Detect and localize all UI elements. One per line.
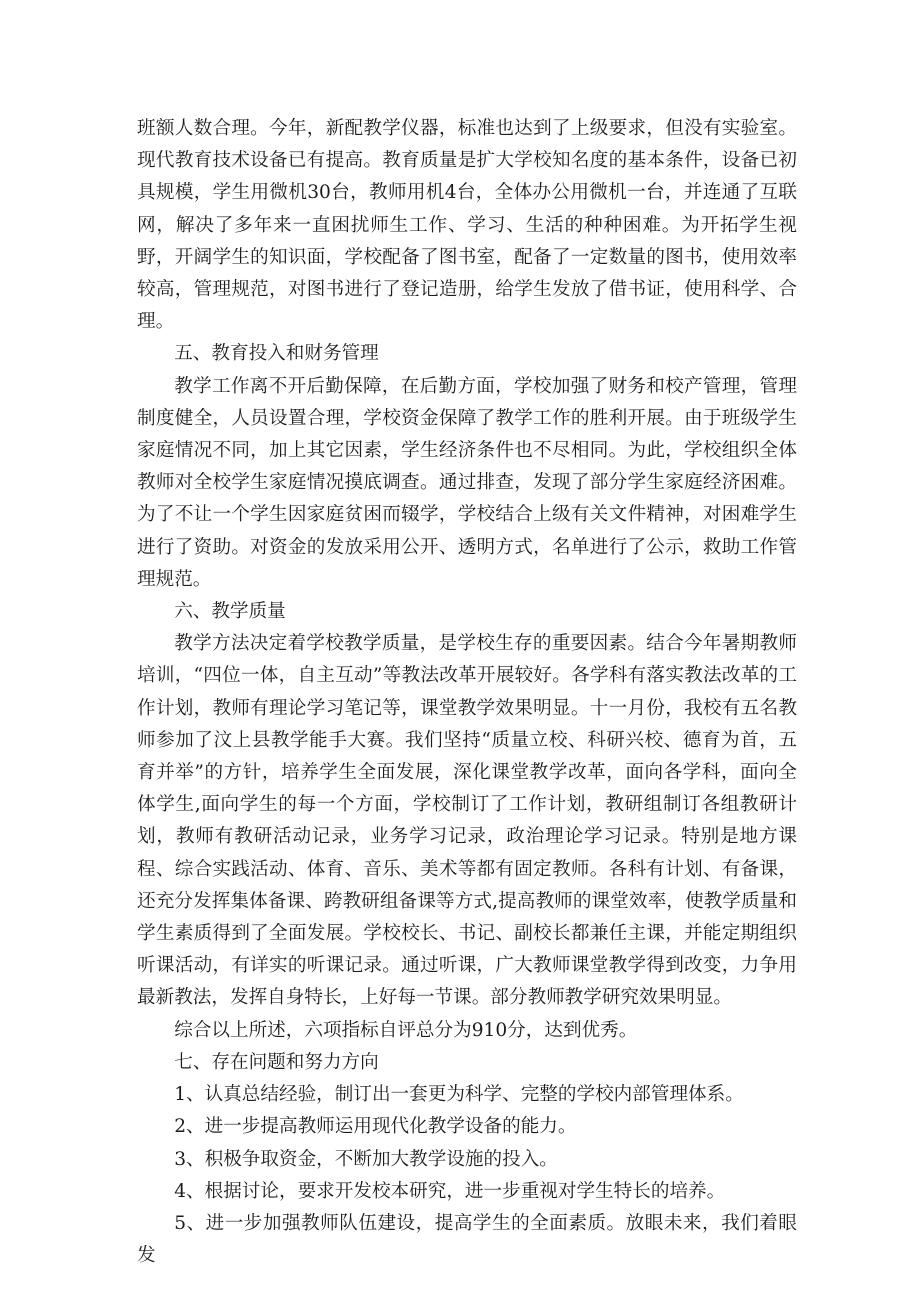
- paragraph-continuation: 班额人数合理。今年，新配教学仪器，标准也达到了上级要求，但没有实验室。现代教育技术设备已有提高。教育质量是扩大学校知名度的基本条件，设备已初具规模，学生用微机30台，教师用机4台，全体办公用微机一台，并连通了互联网，解决了多年来一直困扰师生工作、学习、生活的种种困难。为开拓学生视野，开阔学生的知识面，学校配备了图书室，配备了一定数量的图书，使用效率较高，管理规范，对图书进行了登记造册，给学生发放了借书证，使用科学、合理。: [137, 118, 797, 333]
- section-heading-investment-finance: 五、教育投入和财务管理: [174, 343, 379, 365]
- list-item-1: 1、认真总结经验，制订出一套更为科学、完整的学校内部管理体系。: [174, 1084, 744, 1106]
- list-item-3: 3、积极争取资金，不断加大教学设施的投入。: [174, 1148, 558, 1170]
- list-item-5: 5、进一步加强教师队伍建设，提高学生的全面素质。放眼未来，我们着眼发: [137, 1212, 797, 1267]
- section-heading-problems-directions: 七、存在问题和努力方向: [174, 1051, 379, 1073]
- document-body: [137, 113, 797, 1272]
- paragraph-summary-score: 综合以上所述，六项指标自评总分为910分，达到优秀。: [174, 1019, 638, 1041]
- list-item-4: 4、根据讨论，要求开发校本研究，进一步重视对学生特长的培养。: [174, 1180, 726, 1202]
- section-heading-teaching-quality: 六、教学质量: [174, 601, 286, 623]
- list-item-2: 2、进一步提高教师运用现代化教学设备的能力。: [174, 1116, 577, 1138]
- paragraph-logistics: 教学工作离不开后勤保障，在后勤方面，学校加强了财务和校产管理，管理制度健全，人员设置合理，学校资金保障了教学工作的胜利开展。由于班级学生家庭情况不同，加上其它因素，学生经济条件也不尽相同。为此，学校组织全体教师对全校学生家庭情况摸底调查。通过排查，发现了部分学生家庭经济困难。为了不让一个学生因家庭贫困而辍学，学校结合上级有关文件精神，对困难学生进行了资助。对资金的发放采用公开、透明方式，名单进行了公示，救助工作管理规范。: [137, 375, 797, 590]
- paragraph-teaching-methods: 教学方法决定着学校教学质量，是学校生存的重要因素。结合今年暑期教师培训，“四位一体，自主互动”等教法改革开展较好。各学科有落实教法改革的工作计划，教师有理论学习笔记等，课堂教学效果明显。十一月份，我校有五名教师参加了汶上县教学能手大赛。我们坚持“质量立校、科研兴校、德育为首，五育并举”的方针，培养学生全面发展，深化课堂教学改革，面向各学科，面向全体学生,面向学生的每一个方面，学校制订了工作计划，教研组制订各组教研计划，教师有教研活动记录，业务学习记录，政治理论学习记录。特别是地方课程、综合实践活动、体育、音乐、美术等都有固定教师。各科有计划、有备课，还充分发挥集体备课、跨教研组备课等方式,提高教师的课堂效率，使教学质量和学生素质得到了全面发展。学校校长、书记、副校长都兼任主课，并能定期组织听课活动，有详实的听课记录。通过听课，广大教师课堂教学得到改变，力争用最新教法，发挥自身特长，上好每一节课。部分教师教学研究效果明显。: [137, 633, 797, 1009]
